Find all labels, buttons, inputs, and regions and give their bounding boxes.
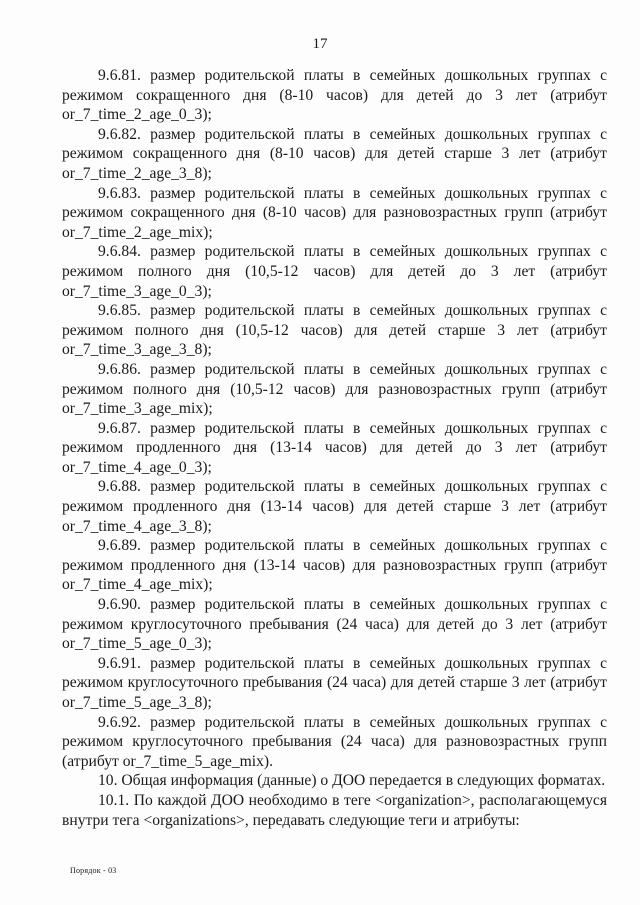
paragraph-9-6-84: 9.6.84. размер родительской платы в семейных дошкольных группах с режимом полного дня (10,5-12 часов) для детей до 3 лет (атрибут or_7_time_3_age_0_3); (62, 243, 607, 300)
paragraph-9-6-90: 9.6.90. размер родительской платы в семейных дошкольных группах с режимом круглосуточного пребывания (24 часа) для детей до 3 лет (атрибут or_7_time_5_age_0_3); (62, 596, 607, 653)
paragraph-9-6-91: 9.6.91. размер родительской платы в семейных дошкольных группах с режимом круглосуточного пребывания (24 часа) для детей старше 3 лет (атрибут or_7_time_5_age_3_8); (62, 654, 607, 711)
paragraph-9-6-88: 9.6.88. размер родительской платы в семейных дошкольных группах с режимом продленного дня (13-14 часов) для детей старше 3 лет (атрибут or_7_time_4_age_3_8); (62, 478, 607, 535)
paragraph-9-6-85: 9.6.85. размер родительской платы в семейных дошкольных группах с режимом полного дня (10,5-12 часов) для детей старше 3 лет (атрибут or_7_time_3_age_3_8); (62, 302, 607, 359)
document-body (62, 66, 607, 830)
paragraph-9-6-83: 9.6.83. размер родительской платы в семейных дошкольных группах с режимом сокращенного дня (8-10 часов) для разновозрастных групп (атрибут or_7_time_2_age_mix); (62, 184, 607, 241)
page-footer: Порядок - 03 (70, 866, 117, 875)
paragraph-9-6-87: 9.6.87. размер родительской платы в семейных дошкольных группах с режимом продленного дня (13-14 часов) для детей до 3 лет (атрибут or_7_time_4_age_0_3); (62, 419, 607, 476)
paragraph-9-6-89: 9.6.89. размер родительской платы в семейных дошкольных группах с режимом продленного дня (13-14 часов) для разновозрастных групп (атрибут or_7_time_4_age_mix); (62, 537, 607, 594)
page-number: 17 (312, 36, 328, 52)
paragraph-10-1: 10.1. По каждой ДОО необходимо в теге <organization>, располагающемуся внутри тега <organizations>, передавать следующие теги и атрибуты: (62, 791, 607, 829)
paragraph-9-6-92: 9.6.92. размер родительской платы в семейных дошкольных группах с режимом круглосуточного пребывания (24 часа) для разновозрастных групп (атрибут or_7_time_5_age_mix). (62, 713, 607, 770)
paragraph-10: 10. Общая информация (данные) о ДОО передается в следующих форматах. (98, 772, 606, 790)
paragraph-9-6-82: 9.6.82. размер родительской платы в семейных дошкольных группах с режимом сокращенного дня (8-10 часов) для детей старше 3 лет (атрибут or_7_time_2_age_3_8); (62, 125, 607, 182)
paragraph-9-6-86: 9.6.86. размер родительской платы в семейных дошкольных группах с режимом полного дня (10,5-12 часов) для разновозрастных групп (атрибут or_7_time_3_age_mix); (62, 360, 607, 418)
paragraph-9-6-81: 9.6.81. размер родительской платы в семейных дошкольных группах с режимом сокращенного дня (8-10 часов) для детей до 3 лет (атрибут or_7_time_2_age_0_3); (62, 67, 607, 124)
